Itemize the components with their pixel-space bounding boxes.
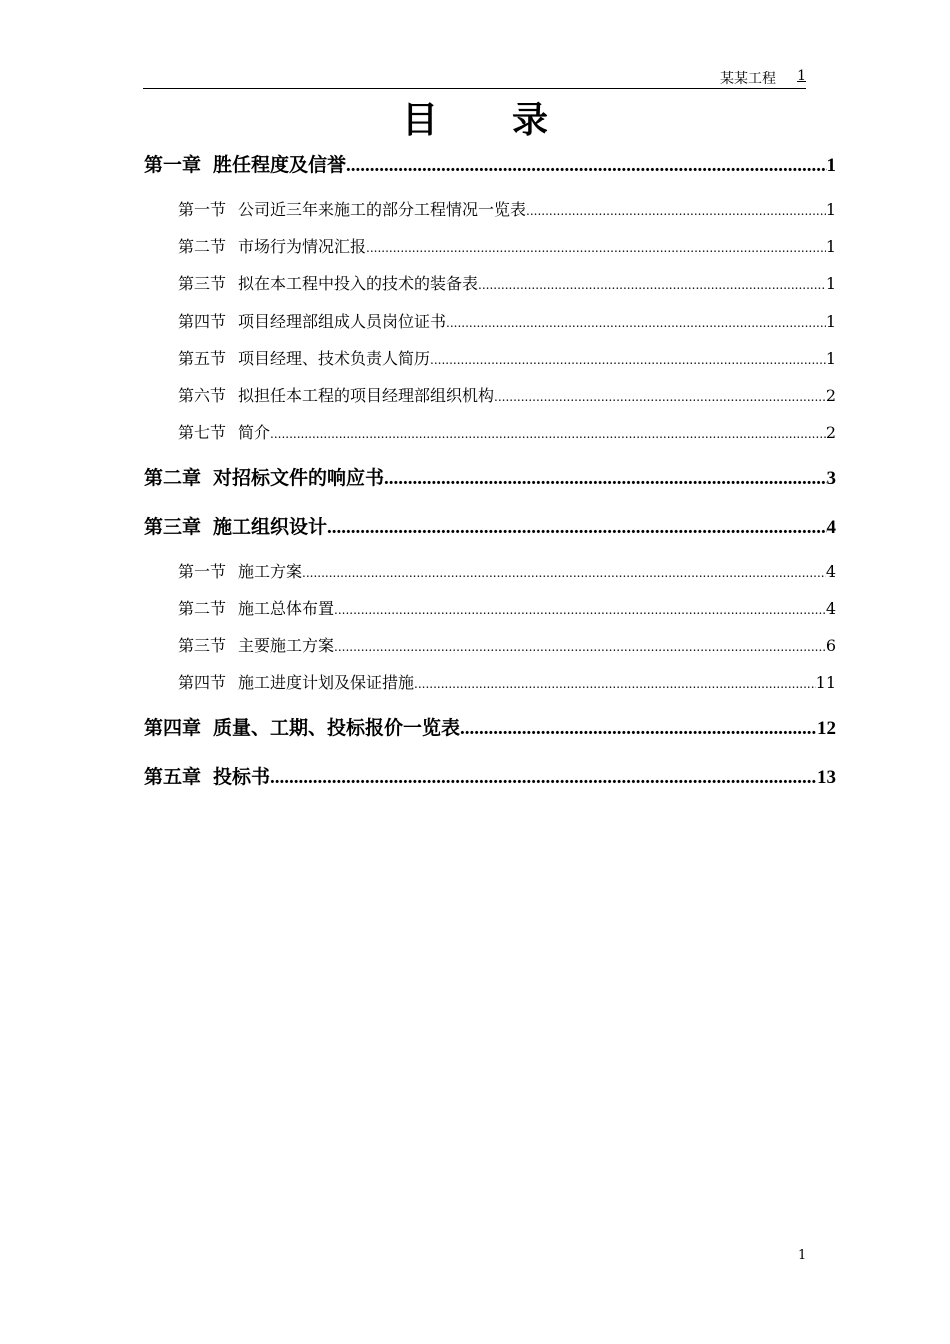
toc-section-3-1[interactable]: [178, 559, 836, 582]
toc-entry-number: 第一节: [178, 200, 227, 219]
toc-entry-number: 第五节: [178, 349, 227, 368]
toc-entry-page: 13: [817, 767, 836, 788]
toc-entry-number: 第二章: [144, 467, 202, 489]
header-title: 某某工程: [720, 71, 776, 87]
toc-entry-title: 质量、工期、投标报价一览表: [213, 717, 461, 739]
toc-entry-title: 施工组织设计: [213, 516, 328, 538]
toc-entry-number: 第二节: [178, 237, 227, 256]
toc-section-1-5[interactable]: [178, 346, 836, 369]
toc-entry-number: 第三章: [144, 516, 202, 538]
toc-entry-title: 投标书: [213, 766, 271, 788]
toc-entry-page: 4: [825, 599, 836, 618]
toc-entry-number: 第四节: [178, 673, 227, 692]
toc-leader-dots: [446, 316, 826, 330]
toc-leader-dots: [334, 640, 826, 654]
toc-chapter-2[interactable]: [144, 463, 836, 490]
toc-entry-title: 施工进度计划及保证措施: [238, 673, 415, 692]
toc-entry-number: 第六节: [178, 386, 227, 405]
toc-chapter-3[interactable]: [144, 512, 836, 539]
toc-leader-dots: [414, 677, 816, 691]
toc-leader-dots: [302, 566, 826, 580]
toc-entry-title: 项目经理、技术负责人简历: [238, 349, 431, 368]
toc-chapter-4[interactable]: [144, 713, 836, 740]
footer-page-number: 1: [798, 1248, 807, 1263]
toc-entry-number: 第三节: [178, 274, 227, 293]
header-page-number: 1: [797, 68, 806, 84]
toc-entry-page: 1: [825, 237, 836, 256]
toc-section-1-3[interactable]: [178, 271, 836, 294]
toc-entry-title: 简介: [238, 423, 271, 442]
toc-entry-title: 市场行为情况汇报: [238, 237, 367, 256]
toc-leader-dots: [366, 241, 826, 255]
toc-entry-page: 11: [815, 673, 836, 692]
toc-section-1-6[interactable]: [178, 383, 836, 406]
toc-entry-title: 施工方案: [238, 562, 303, 581]
toc-leader-dots: [270, 427, 826, 441]
toc-leader-dots: [327, 517, 826, 539]
toc-chapter-1[interactable]: [144, 150, 836, 177]
toc-entry-title: 拟在本工程中投入的技术的装备表: [238, 274, 479, 293]
toc-entry-number: 第七节: [178, 423, 227, 442]
toc-entry-title: 对招标文件的响应书: [213, 467, 385, 489]
toc-section-1-4[interactable]: [178, 309, 836, 332]
toc-entry-page: 1: [825, 349, 836, 368]
toc-leader-dots: [430, 353, 826, 367]
toc-entry-number: 第四章: [144, 717, 202, 739]
page-header: [143, 66, 806, 89]
toc-entry-number: 第二节: [178, 599, 227, 618]
toc-section-3-2[interactable]: [178, 596, 836, 619]
toc-entry-number: 第一章: [144, 154, 202, 176]
toc-entry-page: 12: [817, 718, 836, 739]
toc-entry-page: 6: [825, 636, 836, 655]
toc-entry-number: 第五章: [144, 766, 202, 788]
toc-entry-page: 2: [825, 386, 836, 405]
toc-entry-title: 施工总体布置: [238, 599, 335, 618]
toc-leader-dots: [526, 204, 826, 218]
toc-entry-page: 4: [826, 517, 836, 538]
toc-chapter-5[interactable]: [144, 762, 836, 789]
toc-leader-dots: [270, 767, 817, 789]
toc-entry-number: 第三节: [178, 636, 227, 655]
toc-entry-page: 1: [825, 312, 836, 331]
toc-section-3-3[interactable]: [178, 633, 836, 656]
toc-entry-page: 4: [825, 562, 836, 581]
toc-leader-dots: [460, 718, 817, 740]
toc-section-1-1[interactable]: [178, 197, 836, 220]
toc-leader-dots: [494, 390, 826, 404]
toc-entry-page: 2: [825, 423, 836, 442]
toc-leader-dots: [478, 278, 826, 292]
toc-entry-number: 第四节: [178, 312, 227, 331]
toc-entry-title: 拟担任本工程的项目经理部组织机构: [238, 386, 495, 405]
toc-entry-page: 3: [826, 468, 836, 489]
toc-entry-page: 1: [825, 200, 836, 219]
toc-entry-page: 1: [826, 155, 836, 176]
toc-entry-title: 公司近三年来施工的部分工程情况一览表: [238, 200, 527, 219]
toc-section-3-4[interactable]: [178, 670, 836, 693]
toc-leader-dots: [384, 468, 826, 490]
toc-entry-title: 胜任程度及信誉: [213, 154, 347, 176]
toc-entry-title: 项目经理部组成人员岗位证书: [238, 312, 447, 331]
toc-entry-number: 第一节: [178, 562, 227, 581]
toc-leader-dots: [346, 155, 826, 177]
toc-leader-dots: [334, 603, 826, 617]
toc-section-1-7[interactable]: [178, 420, 836, 443]
toc-section-1-2[interactable]: [178, 234, 836, 257]
toc-title: 目录: [401, 100, 622, 141]
toc-entry-page: 1: [825, 274, 836, 293]
toc-entry-title: 主要施工方案: [238, 636, 335, 655]
